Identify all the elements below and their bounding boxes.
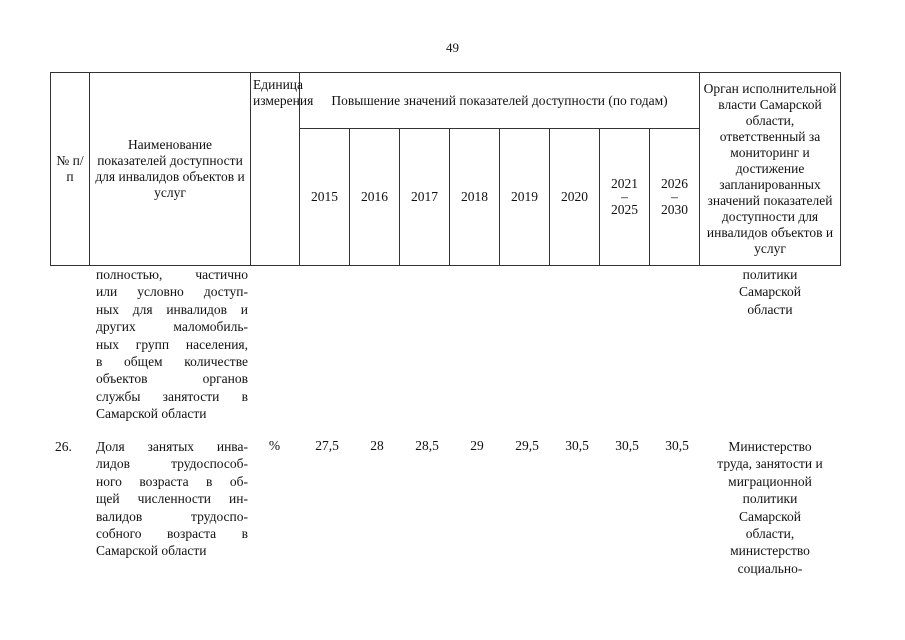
text-line: ных для инвалидов и bbox=[96, 301, 248, 317]
text-line: Доля занятых инва- bbox=[96, 439, 248, 454]
continuation-name bbox=[96, 266, 248, 423]
header-year-2019: 2019 bbox=[500, 129, 550, 266]
continuation-org bbox=[700, 266, 840, 318]
header-year-2021-2025 bbox=[600, 129, 650, 266]
header-year-2015: 2015 bbox=[300, 129, 350, 266]
text-line: или условно доступ- bbox=[96, 284, 248, 300]
year-to: 2025 bbox=[611, 202, 638, 217]
row-26-unit: % bbox=[268, 438, 281, 453]
row-26-value-2018: 29 bbox=[470, 438, 484, 453]
text-line: ного возраста в об- bbox=[96, 473, 248, 489]
header-col-unit: Единица измерения bbox=[251, 73, 300, 266]
text-line: политики bbox=[742, 491, 798, 507]
text-line: в общем количестве bbox=[96, 354, 248, 370]
row-26-value-2017: 28,5 bbox=[415, 438, 439, 453]
text-line: миграционной bbox=[728, 473, 812, 489]
row-26-org bbox=[700, 438, 840, 577]
text-line: труда, занятости и bbox=[717, 456, 823, 472]
text-line: других маломобиль- bbox=[96, 319, 248, 335]
text-line: лидов трудоспособ- bbox=[96, 456, 248, 472]
year-dash: – bbox=[671, 189, 678, 204]
text-line: собного возраста в bbox=[96, 526, 248, 542]
text-line: области bbox=[747, 301, 793, 317]
row-26-number: 26. bbox=[55, 439, 72, 454]
text-line: министерство bbox=[730, 543, 810, 559]
text-line: службы занятости в bbox=[96, 388, 248, 404]
text-line: Министерство bbox=[728, 439, 812, 454]
header-col-name: Наименование показателей доступности для инвалидов объектов и услуг bbox=[90, 73, 251, 266]
text-line: валидов трудоспо- bbox=[96, 508, 248, 524]
text-line: объектов органов bbox=[96, 371, 248, 387]
row-26-value-2021-2025: 30,5 bbox=[615, 438, 639, 453]
header-col-growth: Повышение значений показателей доступности (по годам) bbox=[300, 73, 700, 129]
page-number: 49 bbox=[446, 40, 459, 55]
row-26-value-2016: 28 bbox=[370, 438, 384, 453]
header-year-2016: 2016 bbox=[350, 129, 400, 266]
header-year-2020: 2020 bbox=[550, 129, 600, 266]
row-26-value-2020: 30,5 bbox=[565, 438, 589, 453]
row-26-value-2019: 29,5 bbox=[515, 438, 539, 453]
text-line: Самарской области bbox=[96, 543, 207, 559]
header-col-number: № п/п bbox=[51, 73, 90, 266]
header-year-2026-2030 bbox=[650, 129, 700, 266]
row-26-value-2026-2030: 30,5 bbox=[665, 438, 689, 453]
year-from: 2021 bbox=[611, 176, 638, 191]
table-header bbox=[50, 72, 841, 266]
year-dash: – bbox=[621, 189, 628, 204]
text-line: ных групп населения, bbox=[96, 336, 248, 352]
row-26-name bbox=[96, 438, 248, 560]
year-to: 2030 bbox=[661, 202, 688, 217]
text-line: полностью, частично bbox=[96, 267, 248, 282]
header-year-2017: 2017 bbox=[400, 129, 450, 266]
row-26-value-2015: 27,5 bbox=[315, 438, 339, 453]
text-line: Самарской области bbox=[96, 406, 207, 422]
text-line: Самарской bbox=[738, 284, 802, 300]
year-from: 2026 bbox=[661, 176, 688, 191]
text-line: социально- bbox=[737, 560, 803, 576]
text-line: Самарской bbox=[738, 508, 802, 524]
header-col-org: Орган исполнительной власти Самарской области, ответственный за мониторинг и достижение запланированных значений показателей доступности для инвалидов объектов и услуг bbox=[700, 73, 841, 266]
text-line: области, bbox=[745, 526, 795, 542]
text-line: политики bbox=[742, 267, 798, 282]
text-line: щей численности ин- bbox=[96, 491, 248, 507]
header-year-2018: 2018 bbox=[450, 129, 500, 266]
